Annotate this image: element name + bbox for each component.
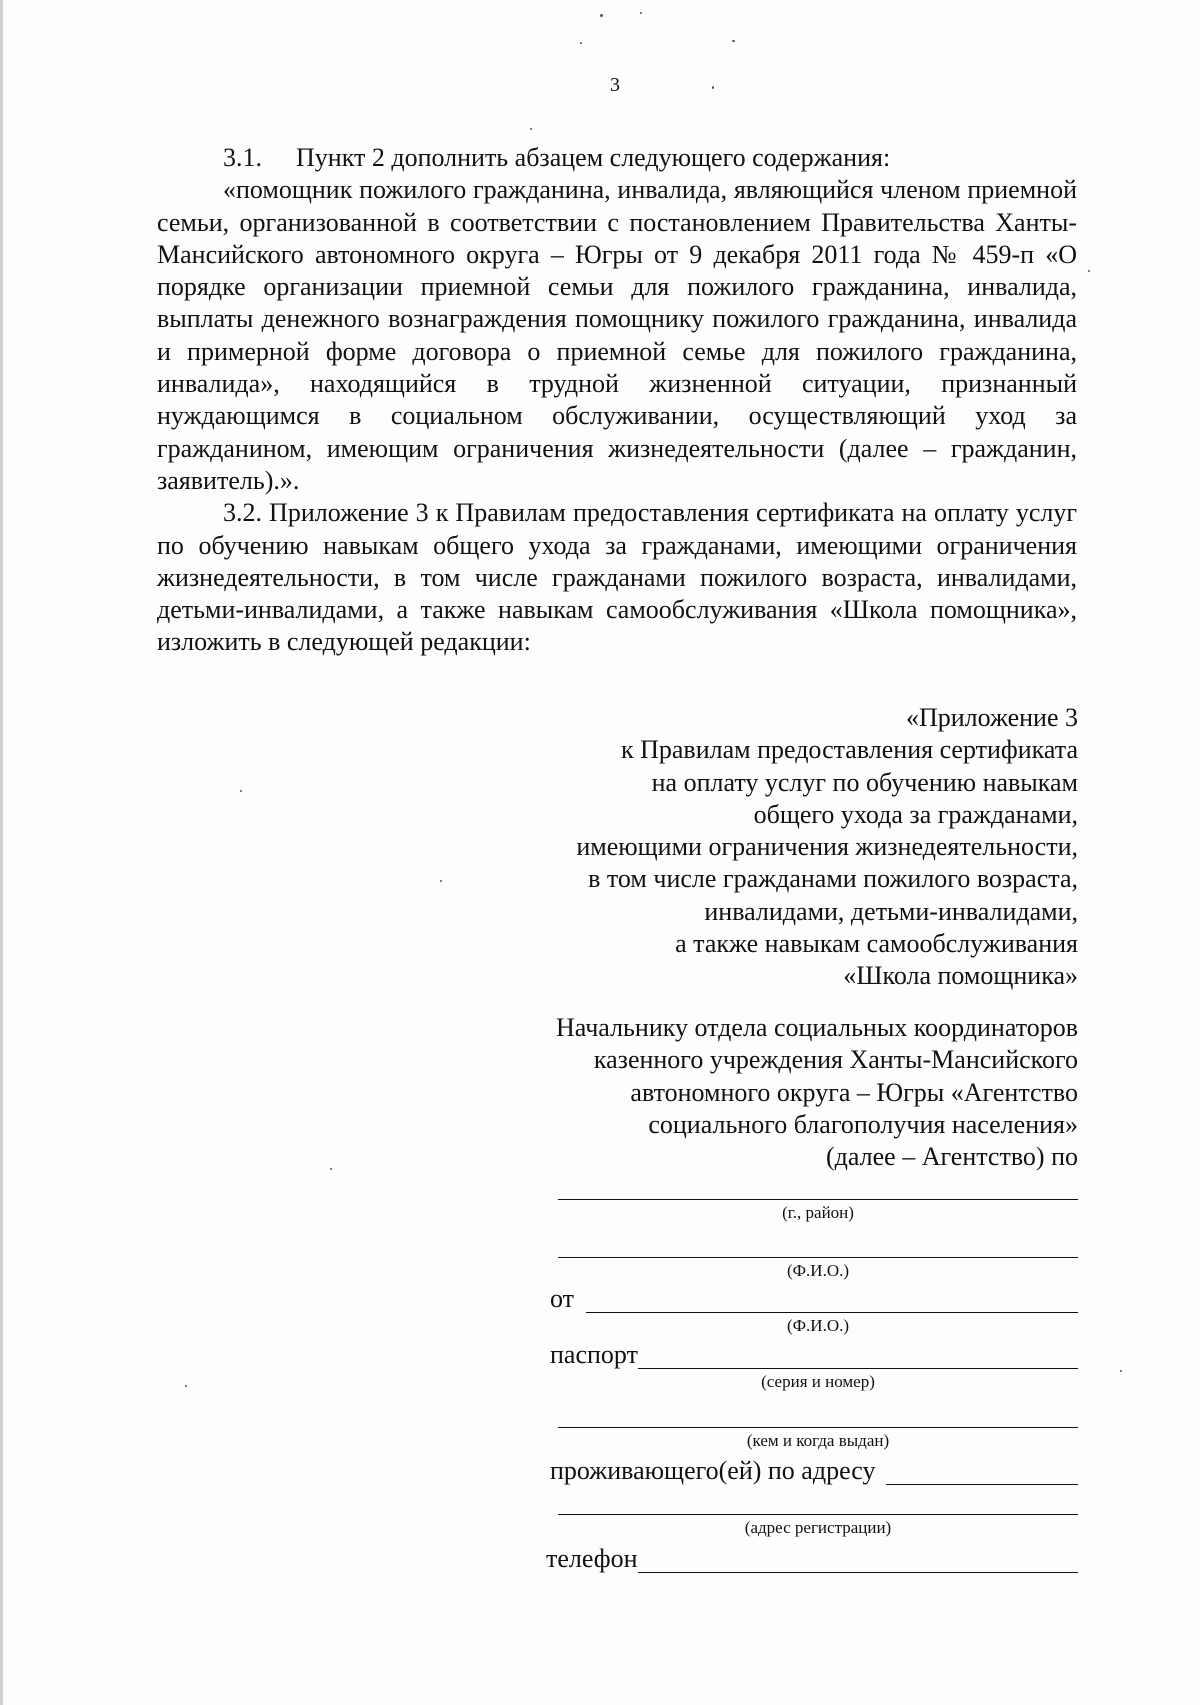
appendix-line: имеющими ограничения жизнедеятельности, [576, 832, 1078, 862]
scan-speck [1088, 270, 1090, 272]
addressee-line: казенного учреждения Ханты-Мансийского [593, 1045, 1078, 1075]
appendix-line: в том числе гражданами пожилого возраста, [588, 864, 1078, 894]
appendix-line: инвалидами, детьми-инвалидами, [704, 896, 1078, 926]
paragraph-3-1-text: Пункт 2 дополнить абзацем следующего содержания: [296, 143, 891, 172]
passport-issued-line[interactable] [558, 1427, 1078, 1428]
appendix-header [478, 702, 1078, 993]
scan-speck [712, 86, 714, 89]
address-line-1[interactable] [886, 1484, 1078, 1485]
caption-fio-1: (Ф.И.О.) [786, 1261, 850, 1280]
caption-fio-2: (Ф.И.О.) [786, 1316, 850, 1335]
caption-city-district: (г., район) [782, 1203, 854, 1222]
appendix-line: к Правилам предоставления сертификата [620, 735, 1078, 765]
addressee-line: Начальнику отдела социальных координаторов [555, 1013, 1078, 1042]
passport-series-line[interactable] [638, 1368, 1078, 1369]
paragraph-3-1-number: 3.1. [223, 143, 262, 172]
addressee-line: (далее – Агентство) по [825, 1142, 1078, 1172]
paragraph-3-1 [157, 142, 1077, 174]
scan-speck [732, 40, 735, 42]
paragraph-3-2: 3.2. Приложение 3 к Правилам предоставления сертификата на оплату услуг по обучению навыкам общего ухода за гражданами, имеющими ограничения жизнедеятельности, в том числе гражданами пожилого возраста, инвалидами, детьми-инвалидами, а также навыкам самообслуживания «Школа помощника», изложить в следующей редакции: [157, 498, 1077, 657]
scan-speck [330, 1168, 332, 1170]
label-address: проживающего(ей) по адресу [550, 1456, 876, 1485]
appendix-line: а также навыкам самообслуживания [675, 929, 1078, 959]
quoted-paragraph: «помощник пожилого гражданина, инвалида, являющийся членом приемной семьи, организованной в соответствии с постановлением Правительства Ханты-Мансийского автономного округа – Югры от 9 декабря 2011 года № 459-п «О порядке организации приемной семьи для пожилого гражданина, инвалида, выплаты денежного вознаграждения помощнику пожилого гражданина, инвалида и примерной форме договора о приемной семье для пожилого гражданина, инвалида», находящийся в трудной жизненной ситуации, признанный нуждающимся в социальном обслуживании, осуществляющий уход за гражданином, имеющим ограничения жизнедеятельности (далее – гражданин, заявитель).». [157, 175, 1077, 495]
scan-speck [440, 880, 442, 882]
addressee-line: социального благополучия населения» [648, 1109, 1078, 1139]
page-number: 3 [610, 74, 620, 96]
fio-line-1[interactable] [558, 1257, 1078, 1258]
address-line-2[interactable] [558, 1514, 1078, 1515]
label-passport: паспорт [550, 1340, 638, 1369]
appendix-line: «Школа помощника» [843, 961, 1078, 991]
scan-edge [0, 0, 3, 1705]
caption-series-number: (серия и номер) [761, 1372, 875, 1391]
addressee-line: автономного округа – Югры «Агентство [630, 1077, 1078, 1107]
scan-speck [1120, 1370, 1122, 1372]
scan-speck [640, 12, 642, 14]
appendix-line: на оплату услуг по обучению навыкам [651, 767, 1078, 797]
city-district-line[interactable] [558, 1199, 1078, 1200]
scan-speck [580, 42, 582, 44]
scan-speck [240, 790, 242, 792]
fio-line-2[interactable] [586, 1312, 1078, 1313]
body-text [157, 142, 1077, 659]
caption-issued-by: (кем и когда выдан) [746, 1431, 890, 1450]
label-from: от [550, 1284, 575, 1313]
caption-registration-address: (адрес регистрации) [744, 1518, 892, 1537]
scan-speck [530, 128, 532, 130]
scan-speck [600, 14, 603, 17]
addressee-block [478, 1012, 1078, 1173]
phone-line[interactable] [638, 1572, 1078, 1573]
appendix-line: «Приложение 3 [905, 703, 1078, 732]
label-phone: телефон [546, 1544, 638, 1573]
scan-speck [185, 1385, 187, 1387]
appendix-line: общего ухода за гражданами, [753, 799, 1078, 829]
